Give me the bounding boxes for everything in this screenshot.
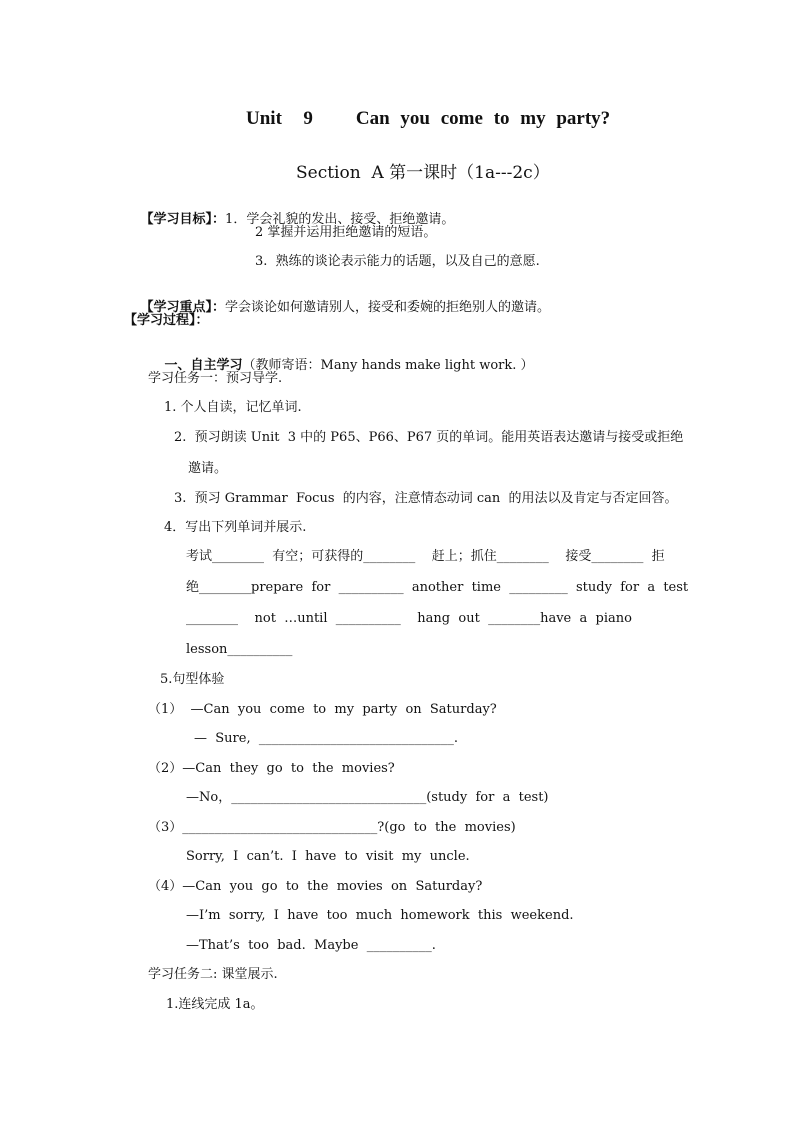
vocab-line-2: 绝________prepare for __________ another time _________ study for a test	[186, 580, 689, 595]
sentence-1-question: （1） —Can you come to my party on Saturday?	[148, 702, 497, 717]
sentence-3-question: （3）______________________________?(go to the movies)	[148, 820, 516, 835]
step-2-line-2: 邀请。	[188, 461, 228, 476]
page-title: Unit 9 Can you come to my party?	[246, 108, 611, 129]
step-1: 1. 个人自读，记忆单词.	[164, 400, 302, 415]
task2-step-1: 1.连线完成 1a。	[166, 997, 264, 1012]
sentence-3-answer: Sorry, I can’t. I have to visit my uncle.	[186, 849, 470, 864]
key-points-label: 【学习重点】：	[140, 300, 226, 315]
section1-heading: 一、自主学习	[164, 358, 243, 373]
step-5: 5.句型体验	[160, 672, 225, 687]
step-2-line-1: 2. 预习朗读 Unit 3 中的 P65、P66、P67 页的单词。能用英语表达邀请与接受或拒绝	[174, 430, 684, 445]
step-4: 4．写出下列单词并展示.	[164, 520, 307, 535]
step-3: 3. 预习 Grammar Focus 的内容，注意情态动词 can 的用法以及肯定与否定回答。	[174, 491, 678, 506]
vocab-line-1: 考试________ 有空；可获得的________ 赶上；抓住________ 接受________ 拒	[186, 549, 665, 564]
sentence-1-answer: — Sure, ______________________________.	[194, 731, 458, 746]
sentence-4-question: （4）—Can you go to the movies on Saturday?	[148, 879, 483, 894]
objective-item-1: 1．学会礼貌的发出、接受、拒绝邀请。	[225, 212, 455, 227]
task1-heading: 学习任务一：预习导学.	[148, 371, 283, 386]
objective-item-3: 3. 熟练的谈论表示能力的话题，以及自己的意愿.	[255, 254, 540, 269]
sentence-2-question: （2）—Can they go to the movies?	[148, 761, 395, 776]
objective-item-2: 2 掌握并运用拒绝邀请的短语。	[255, 225, 437, 240]
task2-heading: 学习任务二: 课堂展示.	[148, 967, 278, 982]
sentence-4-answer-1: —I’m sorry, I have too much homework this weekend.	[186, 908, 574, 923]
sentence-4-answer-2: —That’s too bad. Maybe __________.	[186, 938, 436, 953]
key-points-text: 学会谈论如何邀请别人，接受和委婉的拒绝别人的邀请。	[225, 300, 551, 315]
vocab-line-4: lesson__________	[186, 642, 293, 657]
vocab-line-3: ________ not …until __________ hang out ________have a piano	[186, 611, 632, 626]
section1-note: （教师寄语：Many hands make light work. ）	[242, 358, 534, 373]
process-label: 【学习过程】：	[124, 313, 209, 328]
page-subtitle: Section A 第一课时（1a---2c）	[296, 163, 550, 183]
sentence-2-answer: —No，______________________________(study for a test)	[186, 790, 549, 805]
objectives-label: 【学习目标】：	[140, 212, 226, 227]
